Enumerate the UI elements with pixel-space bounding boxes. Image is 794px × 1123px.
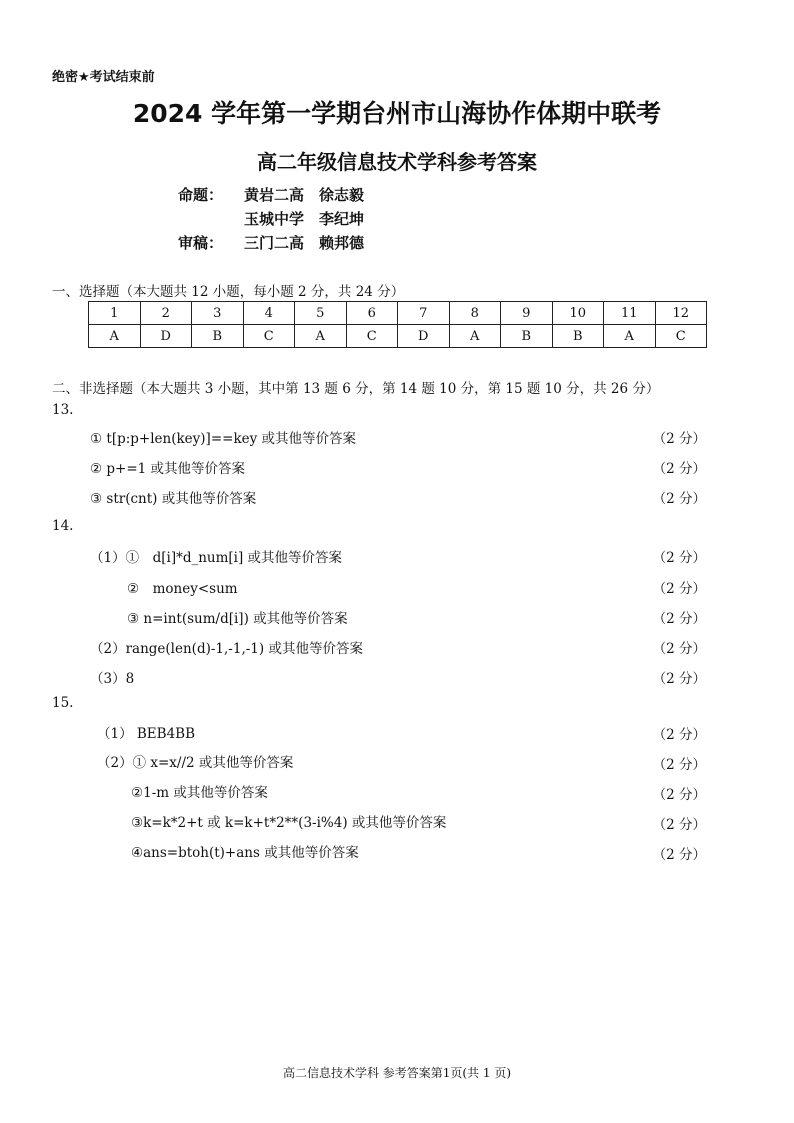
answer-cell: A [449,325,501,348]
q13-points-1: （2 分） [652,431,706,447]
reviewer: 三门二高 赖邦德 [244,234,365,252]
q14-points-4: （2 分） [652,641,706,657]
question-number: 12 [655,302,707,325]
answer-row [89,325,707,348]
q15-answer-1: （1） BEB4BB [97,726,196,742]
setter-2: 玉城中学 李纪坤 [244,210,365,228]
question-number: 2 [140,302,192,325]
answer-cell: D [140,325,192,348]
answer-cell: C [346,325,398,348]
q14-answer-4: （2）range(len(d)-1,-1,-1) 或其他等价答案 [90,641,363,657]
q14-answer-5: （3）8 [90,671,135,687]
q14-points-2: （2 分） [652,581,706,597]
question-number-row [89,302,707,325]
q15-answer-2: （2）① x=x//2 或其他等价答案 [97,755,294,771]
q14-label: 14. [52,518,74,534]
section1-heading: 一、选择题（本大题共 12 小题，每小题 2 分，共 24 分） [52,284,405,300]
answer-cell: B [501,325,553,348]
q14-points-5: （2 分） [652,671,706,687]
question-number: 1 [89,302,141,325]
question-number: 8 [449,302,501,325]
q13-answer-3: ③ str(cnt) 或其他等价答案 [90,491,257,507]
q13-points-3: （2 分） [652,491,706,507]
q15-answer-4: ③k=k*2+t 或 k=k+t*2**(3-i%4) 或其他等价答案 [131,815,447,831]
q13-answer-1: ① t[p:p+len(key)]==key 或其他等价答案 [90,431,357,447]
question-number: 7 [398,302,450,325]
question-number: 3 [192,302,244,325]
q15-points-1: （2 分） [652,727,706,743]
answer-cell: D [398,325,450,348]
q14-answer-1: （1）① d[i]*d_num[i] 或其他等价答案 [90,550,343,566]
q15-answer-5: ④ans=btoh(t)+ans 或其他等价答案 [131,845,359,861]
q15-label: 15. [52,695,74,711]
answer-cell: C [243,325,295,348]
question-number: 5 [295,302,347,325]
q15-points-5: （2 分） [652,847,706,863]
q15-points-2: （2 分） [652,757,706,773]
question-number: 4 [243,302,295,325]
setter-1: 黄岩二高 徐志毅 [244,186,365,204]
q15-points-3: （2 分） [652,787,706,803]
answer-cell: A [604,325,656,348]
q13-answer-2: ② p+=1 或其他等价答案 [90,461,246,477]
q14-answer-3: ③ n=int(sum/d[i]) 或其他等价答案 [127,611,348,627]
q15-answer-3: ②1-m 或其他等价答案 [131,785,268,801]
reviewer-label: 审稿： [178,234,224,252]
question-number: 10 [552,302,604,325]
answer-key-subtitle: 高二年级信息技术学科参考答案 [257,150,537,174]
answer-cell: A [89,325,141,348]
section2-heading: 二、非选择题（本大题共 3 小题，其中第 13 题 6 分，第 14 题 10 分，第 15 题 10 分，共 26 分） [52,381,660,397]
answer-cell: C [655,325,707,348]
q14-points-3: （2 分） [652,611,706,627]
page-footer: 高二信息技术学科 参考答案第1页(共 1 页) [282,1066,512,1080]
answer-cell: B [552,325,604,348]
q13-points-2: （2 分） [652,461,706,477]
q14-answer-2: ② money<sum [127,581,238,597]
confidential-label: 绝密★考试结束前 [52,70,155,85]
answer-cell: A [295,325,347,348]
question-number: 9 [501,302,553,325]
q13-label: 13. [52,402,74,418]
q15-points-4: （2 分） [652,817,706,833]
setter-label: 命题： [178,186,224,204]
question-number: 11 [604,302,656,325]
q14-points-1: （2 分） [652,550,706,566]
answer-cell: B [192,325,244,348]
question-number: 6 [346,302,398,325]
multiple-choice-answer-table [88,301,707,348]
exam-title: 2024 学年第一学期台州市山海协作体期中联考 [132,99,662,128]
